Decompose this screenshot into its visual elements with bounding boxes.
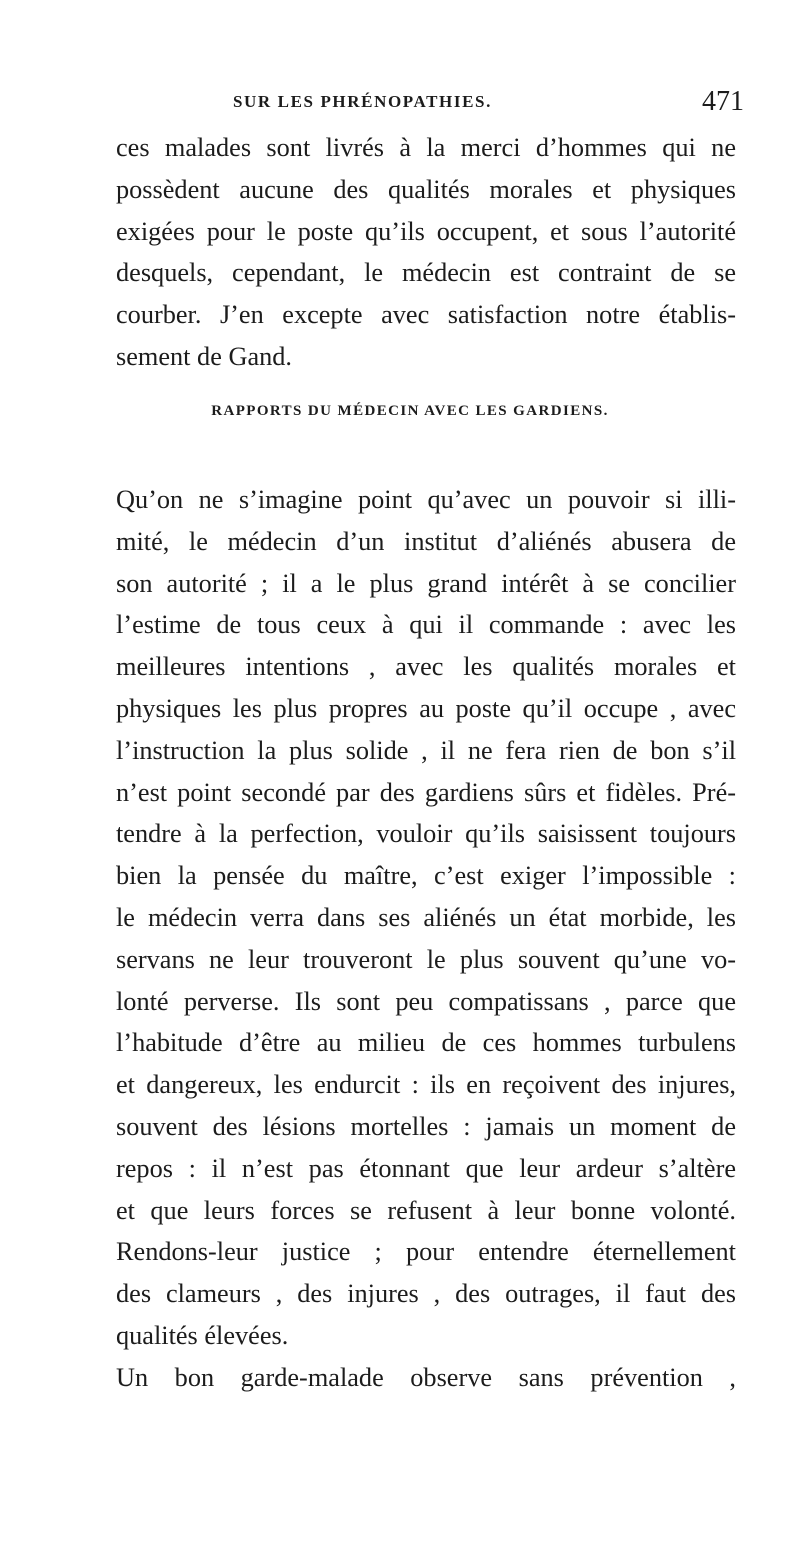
- text-line: mité, le médecin d’un institut d’aliénés abusera de: [116, 526, 736, 556]
- text-line: physiques les plus propres au poste qu’il occupe , avec: [116, 693, 736, 723]
- page-number: 471: [702, 86, 744, 117]
- paragraph-continued: [116, 127, 736, 378]
- text-line: et que leurs forces se refusent à leur bonne volonté.: [116, 1195, 736, 1225]
- running-head: [0, 86, 800, 126]
- text-line: souvent des lésions mortelles : jamais un moment de: [116, 1111, 736, 1141]
- text-line: l’instruction la plus solide , il ne fera rien de bon s’il: [116, 735, 736, 765]
- text-line: qualités élevées.: [116, 1320, 289, 1350]
- text-line: Rendons-leur justice ; pour entendre éternellement: [116, 1237, 736, 1267]
- text-line: courber. J’en excepte avec satisfaction notre établis-: [116, 300, 736, 330]
- text-line: Un bon garde-malade observe sans prévention ,: [116, 1362, 736, 1392]
- text-line: possèdent aucune des qualités morales et physiques: [116, 174, 736, 204]
- text-line: tendre à la perfection, vouloir qu’ils saisissent toujours: [116, 819, 736, 849]
- paragraph-gardiens: [116, 479, 736, 1399]
- running-title: SUR LES PHRÉNOPATHIES.: [233, 92, 492, 111]
- text-line: meilleures intentions , avec les qualités morales et: [116, 652, 736, 682]
- text-line: le médecin verra dans ses aliénés un état morbide, les: [116, 902, 736, 932]
- text-line: et dangereux, les endurcit : ils en reçoivent des injures,: [116, 1070, 736, 1100]
- text-line: l’habitude d’être au milieu de ces hommes turbulens: [116, 1028, 736, 1058]
- text-line: sement de Gand.: [116, 341, 292, 371]
- text-line: l’estime de tous ceux à qui il commande : avec les: [116, 610, 736, 640]
- text-line: n’est point secondé par des gardiens sûrs et fidèles. Pré-: [116, 777, 736, 807]
- text-line: bien la pensée du maître, c’est exiger l’impossible :: [116, 861, 736, 891]
- text-line: exigées pour le poste qu’ils occupent, et sous l’autorité: [116, 216, 736, 246]
- text-line: son autorité ; il a le plus grand intérêt à se concilier: [116, 568, 736, 598]
- text-line: desquels, cependant, le médecin est contraint de se: [116, 258, 736, 288]
- section-heading: RAPPORTS DU MÉDECIN AVEC LES GARDIENS.: [211, 403, 609, 419]
- text-line: repos : il n’est pas étonnant que leur ardeur s’altère: [116, 1153, 736, 1183]
- text-line: Qu’on ne s’imagine point qu’avec un pouvoir si illi-: [116, 485, 736, 514]
- text-line: des clameurs , des injures , des outrages, il faut des: [116, 1279, 736, 1309]
- text-line: ces malades sont livrés à la merci d’hommes qui ne: [116, 133, 736, 162]
- text-line: lonté perverse. Ils sont peu compatissans , parce que: [116, 986, 736, 1016]
- text-line: servans ne leur trouveront le plus souvent qu’une vo-: [116, 944, 736, 974]
